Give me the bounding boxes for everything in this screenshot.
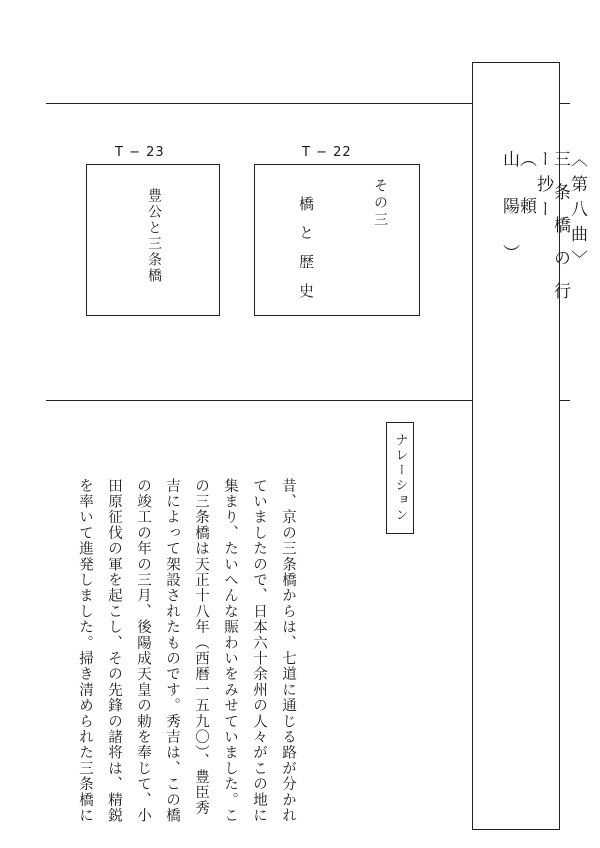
narration-label: ナレーション	[392, 433, 408, 523]
narration-label-box	[386, 422, 414, 534]
chapter-number: 〈第八曲〉	[567, 150, 587, 275]
piece-title: 三条橋の行	[550, 150, 570, 315]
author-close: 山陽）	[499, 150, 519, 291]
excerpt-mark: ー抄ー	[533, 150, 553, 225]
card-t23-title: 豊公と三条橋	[146, 188, 162, 284]
card-t22	[254, 164, 420, 316]
card-t22-subtitle: その三	[372, 178, 388, 229]
title-column	[500, 150, 585, 333]
narration-paragraph: 昔、京の三条橋からは、七道に通じる路が分かれていましたので、日本六十余州の人々がこの地に集まり、たいへんな賑わいをみせていました。この三条橋は天正十八年（西暦一五九〇）、豊臣秀吉によって架設されたものです。秀吉は、この橋の竣工の年の三月、後陽成天皇の勅を奉じて、小田原征伐の軍を起こし、その先鋒の諸将は、精鋭を率いて進発しました。掃き清められた三条橋に	[77, 478, 296, 824]
card-t23-number: T − 23	[115, 145, 165, 160]
card-t22-title: 橋と歴史	[297, 196, 315, 312]
author-open: （頼	[516, 150, 536, 244]
card-t22-number: T − 22	[302, 145, 352, 160]
narration-body	[70, 478, 302, 828]
